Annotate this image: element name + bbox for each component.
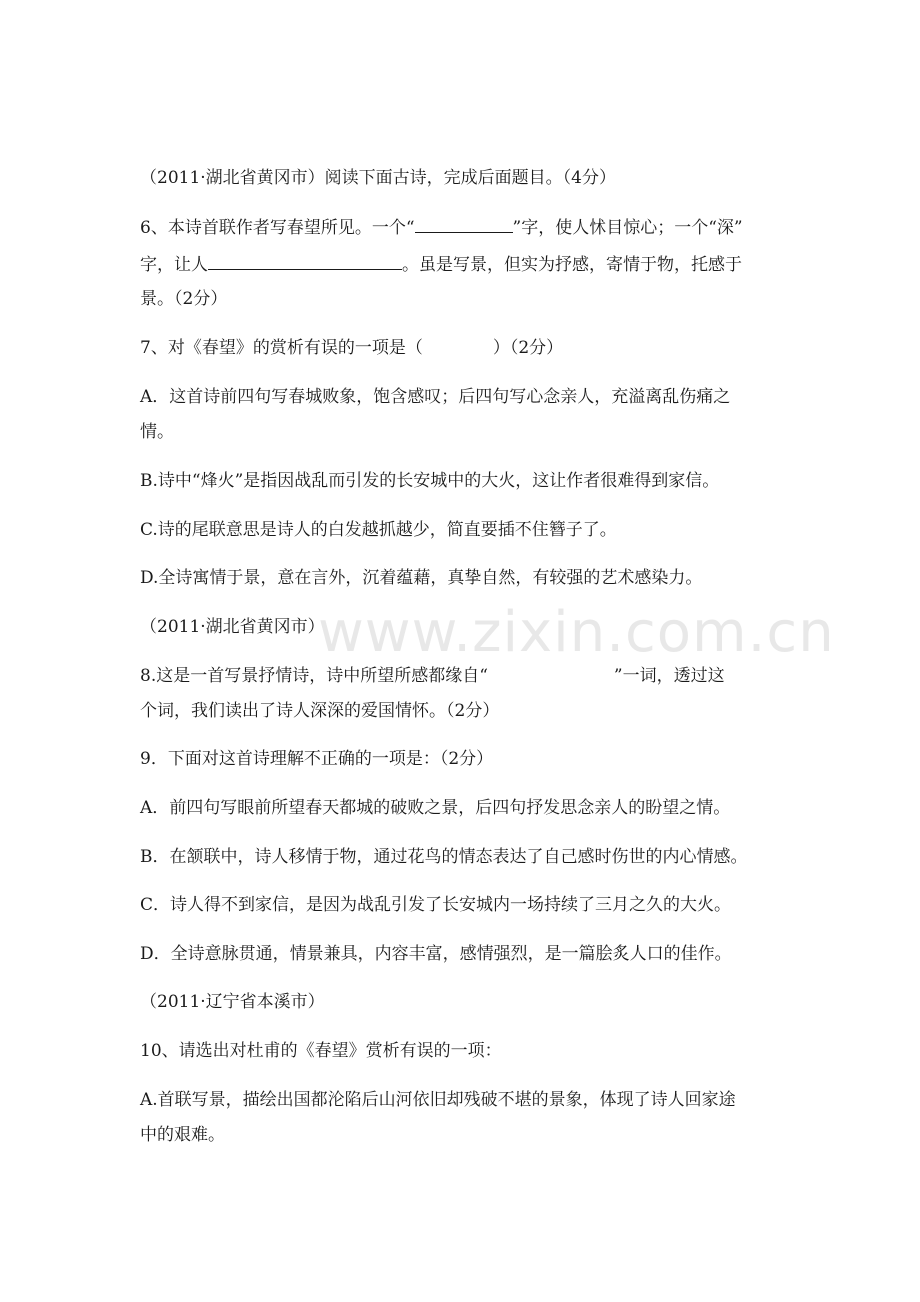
question-9: 9．下面对这首诗理解不正确的一项是：（2分） xyxy=(140,749,494,769)
question-7 xyxy=(140,336,790,360)
q8-text-a: 8.这是一首写景抒情诗，诗中所望所感都缘自“ xyxy=(140,666,488,686)
source-note xyxy=(140,166,790,190)
question-6-line-3 xyxy=(140,287,790,311)
q8-text-b: ”一词，透过这 xyxy=(613,666,725,686)
q9-option-b: B．在颔联中，诗人移情于物，通过花鸟的情态表达了自己感时伤世的内心情感。 xyxy=(140,847,748,867)
question-6-line-1 xyxy=(140,216,790,240)
q7-option-a-line-2: 情。 xyxy=(140,422,174,442)
q9-option-a: A．前四句写眼前所望春天都城的破败之景，后四句抒发思念亲人的盼望之情。 xyxy=(140,798,731,818)
answer-blank-1[interactable] xyxy=(415,216,513,233)
q6-text-b: ”字，使人怵目惊心；一个“深” xyxy=(512,218,743,238)
question-8-line-2: 个词，我们读出了诗人深深的爱国情怀。（2分） xyxy=(140,701,500,721)
q7-text: 7、对《春望》的赏析有误的一项是（ xyxy=(140,338,423,358)
question-10: 10、请选出对杜甫的《春望》赏析有误的一项： xyxy=(140,1041,502,1061)
q7-option-d: D.全诗寓情于景，意在言外，沉着蕴藉，真挚自然，有较强的艺术感染力。 xyxy=(140,568,703,588)
q10-option-a-line-1: A.首联写景，描绘出国都沦陷后山河依旧却残破不堪的景象，体现了诗人回家途 xyxy=(140,1090,736,1110)
watermark: www.zixin.com.cn xyxy=(318,600,835,665)
source-note-3: （2011·辽宁省本溪市） xyxy=(140,992,325,1012)
question-6-line-2 xyxy=(140,253,790,277)
source-note-2: （2011·湖北省黄冈市） xyxy=(140,617,325,637)
q6-text-c: 字，让人 xyxy=(140,255,208,275)
q7-option-a-line-1: A．这首诗前四句写春城败象，饱含感叹；后四句写心念亲人，充溢离乱伤痛之 xyxy=(140,387,731,407)
q9-option-d: D．全诗意脉贯通，情景兼具，内容丰富，感情强烈，是一篇脍炙人口的佳作。 xyxy=(140,944,732,964)
q9-option-c: C．诗人得不到家信，是因为战乱引发了长安城内一场持续了三月之久的大火。 xyxy=(140,895,732,915)
q6-text-e: 景。（2分） xyxy=(140,289,228,309)
q7-option-b: B.诗中“烽火”是指因战乱而引发的长安城中的大火，这让作者很难得到家信。 xyxy=(140,471,720,491)
q10-option-a-line-2: 中的艰难。 xyxy=(140,1125,225,1145)
source-text: （2011·湖北省黄冈市）阅读下面古诗，完成后面题目。（4分） xyxy=(140,168,616,188)
q7-tail: ）（2分） xyxy=(492,338,564,358)
answer-blank-2[interactable] xyxy=(208,253,402,270)
question-8-line-1 xyxy=(140,664,790,688)
q7-option-c: C.诗的尾联意思是诗人的白发越抓越少，简直要插不住簪子了。 xyxy=(140,520,617,540)
q6-text-a: 6、本诗首联作者写春望所见。一个“ xyxy=(140,218,415,238)
q6-text-d: 。虽是写景，但实为抒感，寄情于物，托感于 xyxy=(402,255,742,275)
